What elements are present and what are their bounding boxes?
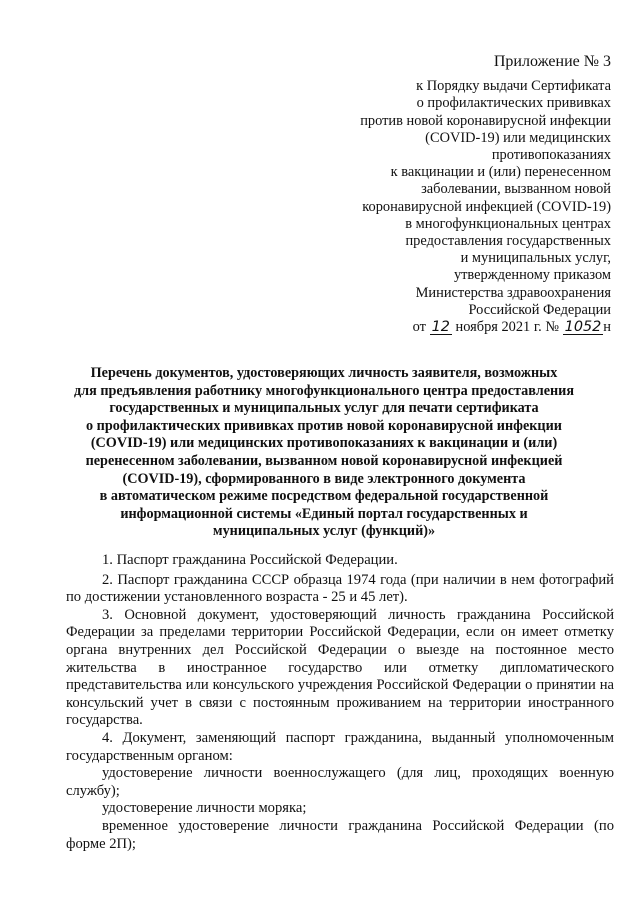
list-subitem: временное удостоверение личности гражданина Российской Федерации (по форме 2П); [66,817,614,852]
order-month-year: ноября 2021 г. № [455,319,560,336]
appendix-line: Российской Федерации [468,301,611,318]
appendix-line: противопоказаниях [491,147,611,164]
title-line: в автоматическом режиме посредством федеральной государственной [99,488,549,505]
list-item: 4. Документ, заменяющий паспорт гражданина, выданный уполномоченным государственным органом: [66,729,614,764]
appendix-line: утвержденному приказом [453,267,611,284]
order-suffix: н [603,319,611,336]
document-title [58,365,590,541]
title-line: муниципальных услуг (функций)» [212,523,436,540]
appendix-line: к Порядку выдачи Сертификата [416,78,611,95]
appendix-line: и муниципальных услуг, [460,250,611,267]
order-prefix: от [412,319,426,336]
title-line: государственных и муниципальных услуг для печати сертификата [109,400,539,417]
list-subitem: удостоверение личности военнослужащего (для лиц, проходящих военную службу); [66,765,614,799]
list-item: 2. Паспорт гражданина СССР образца 1974 года (при наличии в нем фотографий по достижении установленного возраста - 25 и 45 лет). [66,571,614,606]
title-line: для предъявления работнику многофункционального центра предоставления [73,382,575,399]
appendix-line: заболевании, вызванном новой [421,181,611,198]
title-line: (COVID-19) или медицинских противопоказаниях к вакцинации и (или) [90,435,558,452]
title-line: информационной системы «Единый портал государственных и [120,505,528,522]
list-item: 3. Основной документ, удостоверяющий личность гражданина Российской Федерации за пределами территории Российской Федерации, если он имеет отметку органа внутренних дел Российской Федерации о выезде на постоянное место жительства в иностранное государство или отметку дипломатического представительства или консульского учреждения Российской Федерации о принятии на консульский учет в связи с постоянным проживанием на территории иностранного государства. [66,606,614,729]
title-line: (COVID-19), сформированного в виде электронного документа [122,470,526,487]
title-line: Перечень документов, удостоверяющих личность заявителя, возможных [90,365,558,381]
appendix-line: о профилактических прививках [416,95,611,112]
appendix-line: против новой коронавирусной инфекции [360,112,611,129]
list-item: 1. Паспорт гражданина Российской Федерации. [102,552,398,568]
appendix-title: Приложение № 3 [493,53,611,70]
order-number-handwritten: 1052 [564,319,602,336]
appendix-line: коронавирусной инфекцией (COVID-19) [362,198,611,215]
appendix-line: (COVID-19) или медицинских [425,129,611,146]
title-line: перенесенном заболевании, вызванном новой коронавирусной инфекцией [85,452,563,469]
list-subitem: удостоверение личности моряка; [102,800,307,817]
order-reference [281,319,611,336]
title-line: о профилактических прививках против новой коронавирусной инфекции [86,417,562,434]
appendix-line: в многофункциональных центрах [405,215,611,232]
order-day-handwritten: 12 [431,319,450,336]
appendix-line: Министерства здравоохранения [415,284,611,301]
appendix-line: к вакцинации и (или) перенесенном [390,164,611,181]
document-body [66,552,614,853]
appendix-header [281,53,611,336]
appendix-line: предоставления государственных [405,233,611,250]
